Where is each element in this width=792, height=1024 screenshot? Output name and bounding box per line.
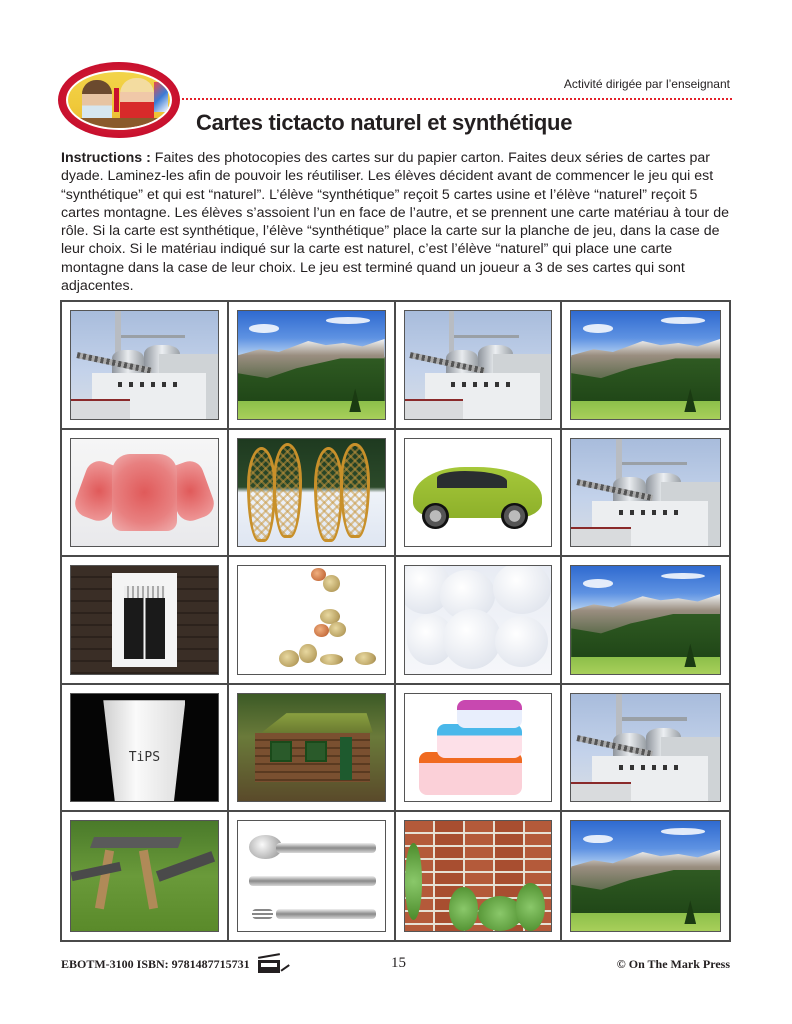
children-with-tools-photo <box>66 70 172 130</box>
workbench <box>68 118 170 128</box>
card-cell <box>62 812 229 940</box>
falling-coins-image <box>237 565 386 675</box>
styrofoam-cup-image <box>70 693 219 803</box>
instructions-text: Faites des photocopies des cartes sur du papier carton. Faites deux séries de cartes par dyade. Laminez-les afin de pouvoir les réutiliser. Les élèves décident avant de commencer le jeu qui est “synthétique” et qui est “naturel”. L’élève “synthétique” reçoit 5 cartes usine et l’élève “naturel” reçoit 5 cartes montagne. Les élèves s’assoient l’un en face de l’autre, et se prennent une carte matériau à tour de rôle. Si la carte est synthétique, l’élève “synthétique” place la carte sur la planche de jeu, dans la case de leur choix. Si le matériau indiqué sur la carte est naturel, c’est l’élève “naturel” qui place une carte montagne dans la case de leur choix. Le jeu est terminé quand un joueur a 3 de ses cartes qui sont adjacentes. <box>61 150 730 295</box>
plastic-containers-image <box>404 693 553 803</box>
card-cell <box>229 557 396 685</box>
green-car-image <box>404 438 553 548</box>
instructions-label: Instructions : <box>61 150 151 166</box>
card-cell <box>562 557 729 685</box>
page-footer <box>61 957 730 977</box>
mountain-image <box>237 310 386 420</box>
card-cell <box>62 302 229 430</box>
isbn-label: EBOTM-3100 ISBN: 9781487715731 <box>61 957 250 971</box>
photocopier-icon <box>258 955 286 973</box>
tictacto-game-board <box>60 300 731 942</box>
wooden-snowshoes-image <box>237 438 386 548</box>
card-cell <box>62 685 229 813</box>
copyright-label: © On The Mark Press <box>616 957 730 971</box>
red-wool-sweater-image <box>70 438 219 548</box>
cotton-balls-image <box>404 565 553 675</box>
card-cell <box>229 302 396 430</box>
card-cell <box>396 685 563 813</box>
cutlery-image <box>237 820 386 932</box>
page-title: Cartes tictacto naturel et synthétique <box>196 110 573 135</box>
mountain-image <box>570 820 721 932</box>
card-cell <box>562 430 729 558</box>
white-wooden-window-image <box>70 565 219 675</box>
log-cabin-image <box>237 693 386 803</box>
card-cell <box>396 302 563 430</box>
activity-label: Activité dirigée par l’enseignant <box>563 77 730 91</box>
page-number: 15 <box>391 955 406 971</box>
card-cell <box>229 812 396 940</box>
card-cell <box>62 557 229 685</box>
picnic-table-image <box>70 820 219 932</box>
card-cell <box>396 557 563 685</box>
card-cell <box>562 812 729 940</box>
card-cell <box>562 302 729 430</box>
factory-image <box>70 310 219 420</box>
brick-wall-ivy-image <box>404 820 553 932</box>
header-logo-photo <box>58 62 180 138</box>
factory-image <box>570 438 721 548</box>
card-cell <box>229 430 396 558</box>
factory-image <box>570 693 721 803</box>
drawing-decor <box>154 82 168 112</box>
card-cell <box>562 685 729 813</box>
card-cell <box>62 430 229 558</box>
dotted-divider <box>182 98 732 100</box>
instructions-paragraph <box>61 149 736 295</box>
card-cell <box>229 685 396 813</box>
cup-caption: TiPS <box>128 749 161 765</box>
drill-icon <box>114 88 119 112</box>
mountain-image <box>570 565 721 675</box>
card-cell <box>396 812 563 940</box>
card-cell <box>396 430 563 558</box>
factory-image <box>404 310 553 420</box>
mountain-image <box>570 310 721 420</box>
